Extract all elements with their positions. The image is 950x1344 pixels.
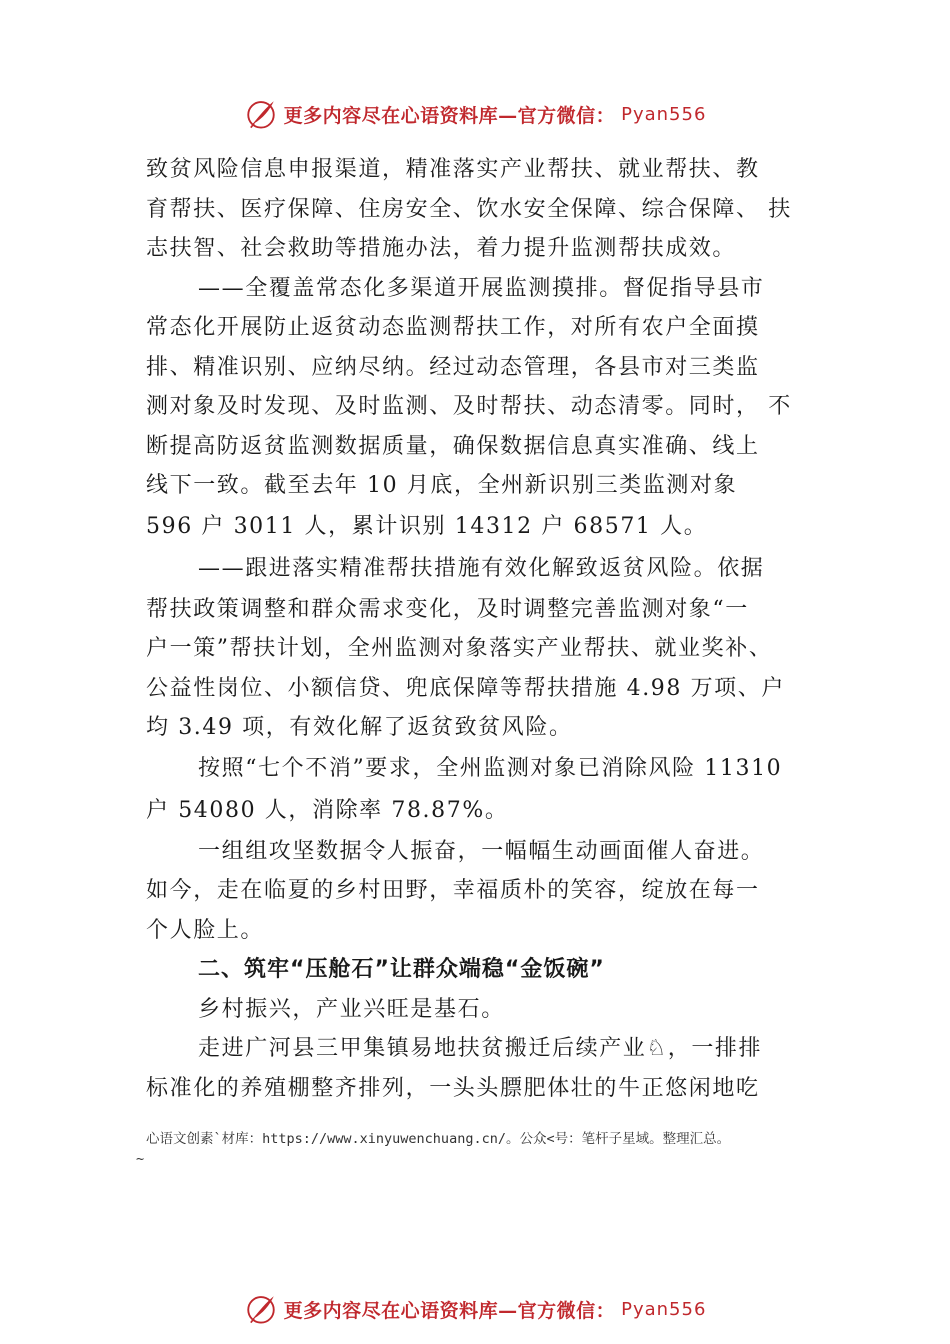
paragraph-line: 一组组攻坚数据令人振奋，一幅幅生动画面催人奋进。 bbox=[198, 838, 765, 864]
paragraph-text-tail: ，一排排 bbox=[667, 1036, 763, 1061]
inline-glyph: ♘ bbox=[646, 1036, 668, 1061]
paragraph-line: 育帮扶、医疗保障、住房安全、饮水安全保障、综合保障、 扶 bbox=[146, 196, 792, 222]
paragraph-line: 个人脸上。 bbox=[146, 917, 265, 943]
banner-wechat-id: Pyan556 bbox=[621, 103, 707, 125]
paragraph-line: 如今，走在临夏的乡村田野，幸福质朴的笑容，绽放在每一 bbox=[146, 878, 760, 903]
header-banner bbox=[0, 94, 950, 134]
section-heading: 二、筑牢“压舱石”让群众端稳“金饭碗” bbox=[198, 957, 605, 982]
source-note-tilde: ~ bbox=[136, 1151, 145, 1167]
paragraph-line: 测对象及时发现、及时监测、及时帮扶、动态清零。同时， 不 bbox=[146, 394, 792, 419]
quill-logo-icon bbox=[244, 1292, 278, 1326]
paragraph-line: 按照“七个不消”要求，全州监测对象已消除风险 11310 bbox=[198, 755, 783, 781]
paragraph-line: 户一策”帮扶计划，全州监测对象落实产业帮扶、就业奖补、 bbox=[146, 636, 773, 661]
paragraph-line: 均 3.49 项，有效化解了返贫致贫风险。 bbox=[146, 715, 573, 740]
paragraph-line: ——跟进落实精准帮扶措施有效化解致返贫风险。依据 bbox=[198, 555, 765, 581]
paragraph-line: 排、精准识别、应纳尽纳。经过动态管理，各县市对三类监 bbox=[146, 354, 760, 380]
paragraph-line: 帮扶政策调整和群众需求变化，及时调整完善监测对象“一 bbox=[146, 596, 749, 622]
paragraph-text: 走进广河县三甲集镇易地扶贫搬迁后续产业 bbox=[198, 1036, 647, 1061]
quill-logo-icon bbox=[244, 97, 278, 131]
footer-banner bbox=[0, 1289, 950, 1329]
paragraph-line: 596 户 3011 人，累计识别 14312 户 68571 人。 bbox=[146, 513, 708, 539]
paragraph-line: 乡村振兴，产业兴旺是基石。 bbox=[198, 996, 505, 1022]
paragraph-line: 志扶智、社会救助等措施办法，着力提升监测帮扶成效。 bbox=[146, 236, 737, 261]
paragraph-line: ——全覆盖常态化多渠道开展监测摸排。督促指导县市 bbox=[198, 275, 765, 301]
paragraph-line: 标准化的养殖棚整齐排列，一头头膘肥体壮的牛正悠闲地吃 bbox=[146, 1075, 760, 1101]
document-body bbox=[146, 150, 836, 1108]
paragraph-line: 户 54080 人，消除率 78.87%。 bbox=[146, 797, 509, 823]
paragraph-line: 线下一致。截至去年 10 月底，全州新识别三类监测对象 bbox=[146, 473, 738, 498]
source-note-text: 心语文创素`材库：https://www.xinyuwenchuang.cn/。公众<号：笔杆子星域。整理汇总。 bbox=[146, 1131, 731, 1147]
paragraph-line: 公益性岗位、小额信贷、兜底保障等帮扶措施 4.98 万项、户 bbox=[146, 675, 785, 701]
paragraph-line bbox=[146, 1029, 836, 1069]
banner-wechat-id: Pyan556 bbox=[621, 1298, 707, 1320]
banner-text: 更多内容尽在心语资料库—官方微信： bbox=[283, 1299, 616, 1322]
banner-text: 更多内容尽在心语资料库—官方微信： bbox=[283, 104, 616, 127]
paragraph-line: 断提高防返贫监测数据质量，确保数据信息真实准确、线上 bbox=[146, 433, 760, 459]
source-note bbox=[136, 1129, 846, 1169]
paragraph-line: 致贫风险信息申报渠道，精准落实产业帮扶、就业帮扶、教 bbox=[146, 157, 760, 182]
paragraph-line: 常态化开展防止返贫动态监测帮扶工作，对所有农户全面摸 bbox=[146, 315, 760, 340]
